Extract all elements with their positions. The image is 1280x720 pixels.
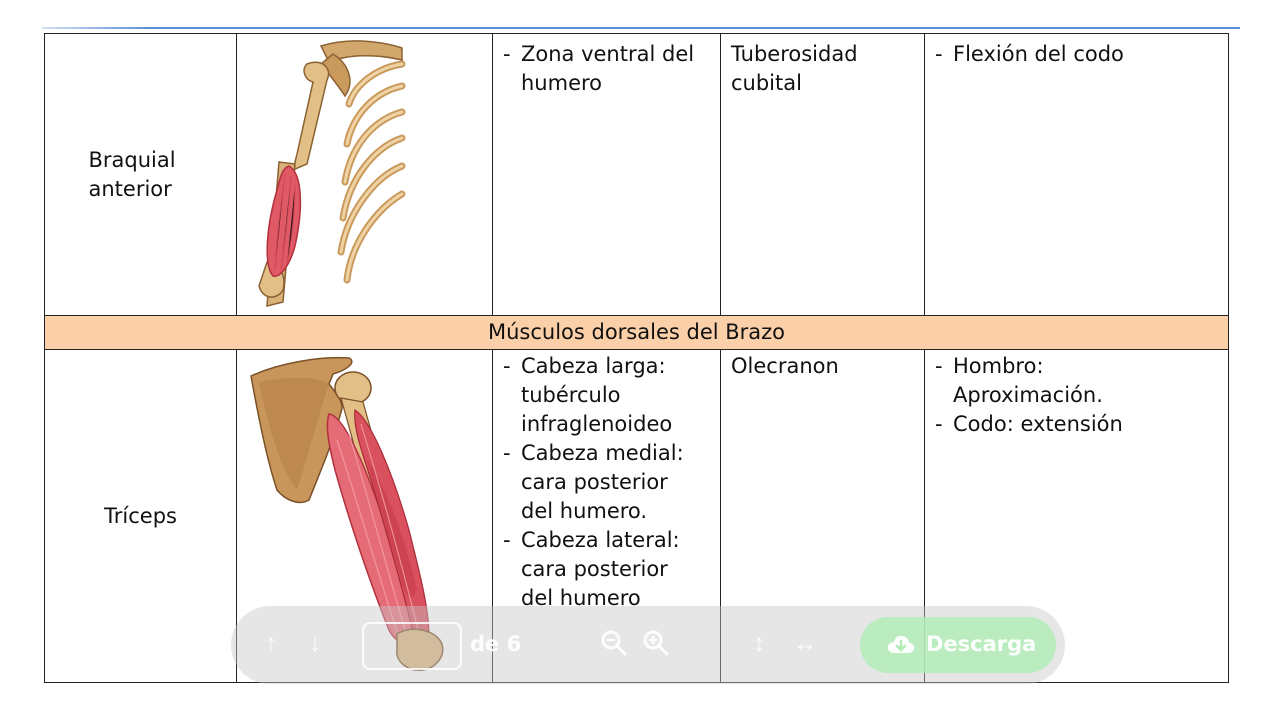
table-row bbox=[45, 34, 1229, 316]
arrow-down-icon[interactable]: ↓ bbox=[309, 630, 321, 657]
viewer-toolbar bbox=[231, 606, 1065, 684]
cloud-download-icon bbox=[886, 631, 916, 659]
action-item: - Hombro: Aproximación. bbox=[935, 352, 1123, 410]
muscle-table bbox=[44, 33, 1229, 683]
zoom-out-icon[interactable] bbox=[599, 628, 629, 658]
muscle-name: Braquial anterior bbox=[88, 147, 176, 201]
top-accent-fade bbox=[0, 27, 150, 29]
page-count: de 6 bbox=[470, 632, 522, 656]
fit-width-icon[interactable]: ↔ bbox=[793, 630, 817, 657]
origin-item: - Cabeza larga: tubérculo infraglenoideo bbox=[503, 352, 701, 439]
zoom-in-icon[interactable] bbox=[641, 628, 671, 658]
page-number-input[interactable] bbox=[362, 622, 462, 670]
action-cell bbox=[925, 34, 1229, 316]
origin-cell bbox=[493, 34, 721, 316]
insertion-cell bbox=[721, 34, 925, 316]
action-item: - Codo: extensión bbox=[935, 410, 1228, 439]
insertion-text: Olecranon bbox=[731, 354, 839, 378]
origin-item: - Cabeza medial: cara posterior del humero. bbox=[503, 439, 701, 526]
muscle-name-cell bbox=[45, 34, 237, 316]
muscle-name: Tríceps bbox=[104, 503, 177, 528]
section-header: Músculos dorsales del Brazo bbox=[45, 316, 1229, 350]
download-button[interactable] bbox=[860, 617, 1056, 673]
origin-item: - Cabeza lateral: cara posterior del humero bbox=[503, 526, 701, 613]
fit-height-icon[interactable]: ↕ bbox=[753, 630, 765, 657]
arrow-up-icon[interactable]: ↑ bbox=[265, 630, 277, 657]
brachialis-illustration bbox=[237, 34, 493, 307]
download-label: Descarga bbox=[926, 632, 1037, 656]
top-accent-line bbox=[42, 27, 1240, 29]
muscle-image-cell bbox=[237, 34, 493, 316]
insertion-text: Tuberosidad cubital bbox=[731, 42, 858, 95]
section-header-row bbox=[45, 316, 1229, 350]
origin-item: - Zona ventral del humero bbox=[503, 40, 720, 98]
action-item: - Flexión del codo bbox=[935, 40, 1228, 69]
muscle-name-cell bbox=[45, 350, 237, 683]
